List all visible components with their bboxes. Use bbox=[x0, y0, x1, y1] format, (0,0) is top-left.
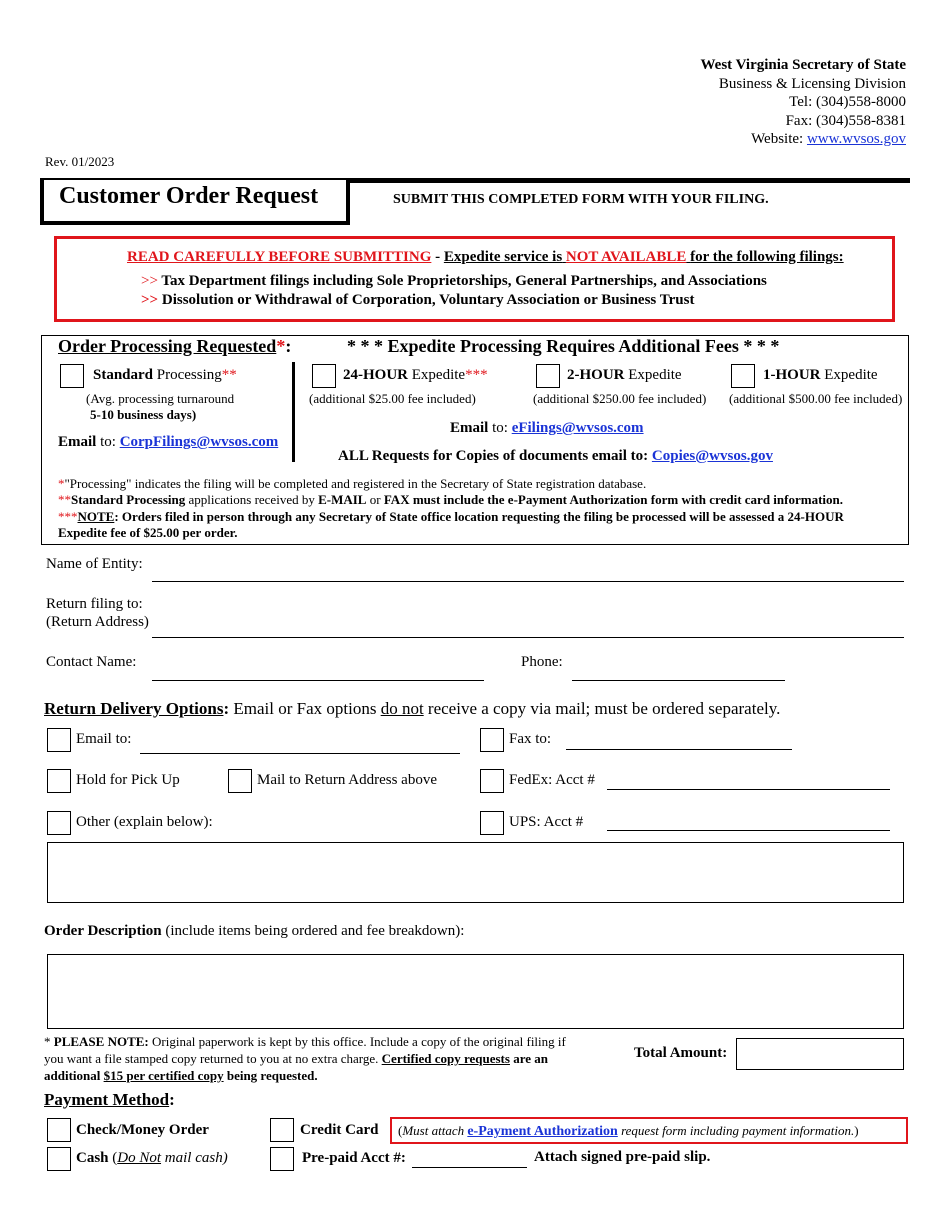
please-note-2u: Certified copy requests bbox=[381, 1051, 510, 1066]
arrow-icon: >> bbox=[141, 292, 159, 308]
processing-heading bbox=[58, 336, 291, 357]
please-note-2a: you want a file stamped copy returned to you at no extra charge. bbox=[44, 1051, 382, 1066]
delivery-heading bbox=[44, 699, 780, 719]
processing-note-1 bbox=[58, 476, 646, 492]
order-desc-rest: (include items being ordered and fee breakdown): bbox=[161, 923, 465, 939]
business-days: 5-10 business days) bbox=[90, 407, 197, 422]
2-hour-bold: 2-HOUR bbox=[567, 367, 625, 383]
2-hour-rest: Expedite bbox=[624, 367, 682, 383]
mail-cash: mail cash) bbox=[161, 1150, 228, 1166]
please-note-bold: PLEASE NOTE: bbox=[53, 1034, 149, 1049]
order-description-textarea[interactable] bbox=[47, 954, 904, 1029]
processing-note-2 bbox=[58, 492, 843, 508]
note-1-text: "Processing" indicates the filing will be completed and registered in the Secretary of State registration database. bbox=[64, 476, 647, 491]
epayment-link[interactable]: e-Payment Authorization bbox=[467, 1124, 618, 1139]
email-label: Email bbox=[450, 420, 489, 436]
website-label: Website: bbox=[751, 131, 804, 147]
email-to: to: bbox=[96, 434, 120, 450]
must-attach: Must attach bbox=[402, 1123, 468, 1138]
prepaid-account-field[interactable] bbox=[412, 1167, 527, 1168]
must-attach-rest: request form including payment information. bbox=[617, 1123, 855, 1138]
epayment-notice bbox=[398, 1123, 859, 1140]
email-to: to: bbox=[488, 420, 512, 436]
contact-label: Contact Name: bbox=[46, 654, 137, 670]
other-explain-textarea[interactable] bbox=[47, 842, 904, 903]
processing-heading-text: Order Processing Requested bbox=[58, 336, 277, 356]
check-money-order-checkbox[interactable] bbox=[47, 1118, 71, 1142]
not-available: NOT AVAILABLE bbox=[565, 249, 687, 265]
please-note-3b: being requested. bbox=[223, 1068, 318, 1083]
note-star: *** bbox=[58, 509, 78, 524]
entity-label: Name of Entity: bbox=[46, 556, 143, 572]
expedite-email bbox=[450, 420, 644, 437]
delivery-heading-text: Return Delivery Options bbox=[44, 699, 224, 718]
warning-box bbox=[54, 236, 895, 322]
email-delivery-field[interactable] bbox=[140, 753, 460, 754]
note-2-email: E-MAIL bbox=[318, 492, 367, 507]
paren-open: ( bbox=[398, 1123, 403, 1138]
cash-paren: ( bbox=[108, 1150, 118, 1166]
warning-item-2-text: Dissolution or Withdrawal of Corporation, Voluntary Association or Business Trust bbox=[161, 292, 695, 308]
fax-delivery-checkbox[interactable] bbox=[480, 728, 504, 752]
fax-delivery-label: Fax to: bbox=[509, 731, 552, 747]
total-amount-field[interactable] bbox=[736, 1038, 904, 1070]
delivery-colon: : bbox=[223, 699, 230, 718]
mail-return-checkbox[interactable] bbox=[228, 769, 252, 793]
delivery-desc-b: receive a copy via mail; must be ordered separately. bbox=[423, 699, 781, 718]
processing-divider bbox=[292, 362, 295, 462]
1-hour-label bbox=[763, 367, 878, 384]
please-note-3u: $15 per certified copy bbox=[103, 1068, 224, 1083]
copies-row bbox=[338, 448, 773, 465]
processing-note-3 bbox=[58, 509, 844, 525]
standard-bold: Standard bbox=[93, 367, 154, 383]
heading-colon: : bbox=[285, 336, 292, 356]
payment-heading bbox=[44, 1090, 175, 1110]
warning-item-1-text: Tax Department filings including Sole Proprietorships, General Partnerships, and Associations bbox=[161, 273, 767, 289]
standard-label bbox=[93, 367, 237, 384]
note-2-fax: FAX must include the e-Payment Authorization form with credit card information. bbox=[383, 492, 843, 507]
return-to-label: Return filing to: bbox=[46, 596, 143, 612]
phone-field[interactable] bbox=[572, 680, 785, 681]
24-hour-fee: (additional $25.00 fee included) bbox=[309, 391, 476, 406]
1-hour-checkbox[interactable] bbox=[731, 364, 755, 388]
read-carefully: READ CAREFULLY BEFORE SUBMITTING bbox=[127, 249, 432, 265]
payment-heading-text: Payment Method bbox=[44, 1090, 170, 1109]
order-desc-bold: Order Description bbox=[44, 923, 162, 939]
please-note-line-2 bbox=[44, 1051, 548, 1067]
copies-text: ALL Requests for Copies of documents email to: bbox=[338, 448, 649, 464]
mail-return-label: Mail to Return Address above bbox=[257, 772, 437, 788]
return-address-field[interactable] bbox=[152, 637, 904, 638]
cash-label bbox=[76, 1150, 228, 1167]
phone-label: Phone: bbox=[521, 654, 563, 670]
payment-colon: : bbox=[169, 1090, 175, 1109]
2-hour-checkbox[interactable] bbox=[536, 364, 560, 388]
please-note-2b: are an bbox=[509, 1051, 548, 1066]
other-delivery-checkbox[interactable] bbox=[47, 811, 71, 835]
note-2-a: applications received by bbox=[185, 492, 319, 507]
processing-note-3b: Expedite fee of $25.00 per order. bbox=[58, 525, 238, 540]
return-address-label: (Return Address) bbox=[46, 614, 149, 630]
ups-account-field[interactable] bbox=[607, 830, 890, 831]
contact-field[interactable] bbox=[152, 680, 484, 681]
cash-bold: Cash bbox=[76, 1150, 109, 1166]
note-star: * bbox=[44, 1034, 54, 1049]
required-star: * bbox=[276, 336, 286, 356]
expedite-text: Expedite service is bbox=[443, 249, 563, 265]
1-hour-fee: (additional $500.00 fee included) bbox=[729, 391, 903, 406]
ups-checkbox[interactable] bbox=[480, 811, 504, 835]
24-hour-label bbox=[343, 367, 488, 384]
credit-card-label: Credit Card bbox=[300, 1122, 379, 1138]
arrow-icon: >> bbox=[141, 273, 158, 289]
standard-stars: ** bbox=[221, 367, 237, 383]
24-hour-checkbox[interactable] bbox=[312, 364, 336, 388]
please-note-3a: additional bbox=[44, 1068, 104, 1083]
corp-email-link[interactable]: CorpFilings@wvsos.com bbox=[119, 434, 279, 450]
attach-slip-label: Attach signed pre-paid slip. bbox=[534, 1149, 711, 1165]
please-note-line-3 bbox=[44, 1068, 318, 1084]
revision-date: Rev. 01/2023 bbox=[45, 154, 115, 169]
total-amount-label: Total Amount: bbox=[634, 1045, 728, 1061]
2-hour-label bbox=[567, 367, 682, 384]
copies-email-link[interactable]: Copies@wvsos.gov bbox=[651, 448, 773, 464]
other-delivery-label: Other (explain below): bbox=[76, 814, 213, 830]
org-name: West Virginia Secretary of State bbox=[700, 57, 906, 73]
do-not: Do Not bbox=[117, 1150, 162, 1166]
phone-number: Tel: (304)558-8000 bbox=[789, 94, 906, 110]
division-name: Business & Licensing Division bbox=[718, 76, 906, 92]
credit-card-checkbox[interactable] bbox=[270, 1118, 294, 1142]
24-hour-rest: Expedite bbox=[408, 367, 466, 383]
note-3-label: NOTE bbox=[77, 509, 115, 524]
check-money-order-label: Check/Money Order bbox=[76, 1122, 209, 1138]
please-note-line-1 bbox=[44, 1034, 566, 1050]
1-hour-bold: 1-HOUR bbox=[763, 367, 821, 383]
fedex-checkbox[interactable] bbox=[480, 769, 504, 793]
standard-rest: Processing bbox=[153, 367, 222, 383]
email-label: Email bbox=[58, 434, 97, 450]
fedex-account-field[interactable] bbox=[607, 789, 890, 790]
warning-item-2 bbox=[141, 292, 694, 309]
hold-pickup-label: Hold for Pick Up bbox=[76, 772, 180, 788]
avg-turnaround: (Avg. processing turnaround bbox=[86, 391, 235, 406]
page-title: Customer Order Request bbox=[59, 183, 319, 209]
note-star: * bbox=[58, 476, 65, 491]
note-2-or: or bbox=[366, 492, 384, 507]
fax-number: Fax: (304)558-8381 bbox=[785, 113, 906, 129]
expedite-heading: * * * Expedite Processing Requires Additional Fees * * * bbox=[347, 336, 780, 356]
submit-note: SUBMIT THIS COMPLETED FORM WITH YOUR FILING. bbox=[393, 192, 769, 207]
delivery-desc-a: Email or Fax options bbox=[229, 699, 381, 718]
warning-dash: - bbox=[431, 249, 444, 265]
note-star: ** bbox=[58, 492, 71, 507]
warning-item-1 bbox=[141, 273, 767, 290]
title-box bbox=[40, 180, 350, 225]
warning-headline bbox=[127, 249, 844, 266]
1-hour-rest: Expedite bbox=[820, 367, 878, 383]
epayment-notice-box bbox=[390, 1117, 908, 1144]
note-2-bold: Standard Processing bbox=[71, 492, 186, 507]
email-delivery-checkbox[interactable] bbox=[47, 728, 71, 752]
paren-close: ) bbox=[854, 1123, 859, 1138]
ups-label: UPS: Acct # bbox=[509, 814, 584, 830]
following-text: for the following filings: bbox=[690, 249, 844, 265]
prepaid-label: Pre-paid Acct #: bbox=[302, 1150, 406, 1166]
website-link[interactable]: www.wvsos.gov bbox=[806, 131, 906, 147]
24-hour-bold: 24-HOUR bbox=[343, 367, 408, 383]
note-3-line-1: : Orders filed in person through any Secretary of State office location requesting the filing be processed will be assessed a 24-HOUR bbox=[114, 509, 844, 524]
24-hour-stars: *** bbox=[465, 367, 488, 383]
standard-checkbox[interactable] bbox=[60, 364, 84, 388]
efilings-email-link[interactable]: eFilings@wvsos.com bbox=[511, 420, 644, 436]
hold-pickup-checkbox[interactable] bbox=[47, 769, 71, 793]
prepaid-checkbox[interactable] bbox=[270, 1147, 294, 1171]
fedex-label: FedEx: Acct # bbox=[509, 772, 595, 788]
order-description-label bbox=[44, 923, 464, 940]
2-hour-fee: (additional $250.00 fee included) bbox=[533, 391, 707, 406]
website-row bbox=[751, 131, 906, 148]
standard-email bbox=[58, 434, 278, 451]
entity-field[interactable] bbox=[152, 581, 904, 582]
email-delivery-label: Email to: bbox=[76, 731, 132, 747]
fax-delivery-field[interactable] bbox=[566, 749, 792, 750]
please-note-text: Original paperwork is kept by this office. Include a copy of the original filing if bbox=[148, 1034, 566, 1049]
delivery-desc-u: do not bbox=[380, 699, 424, 718]
cash-checkbox[interactable] bbox=[47, 1147, 71, 1171]
